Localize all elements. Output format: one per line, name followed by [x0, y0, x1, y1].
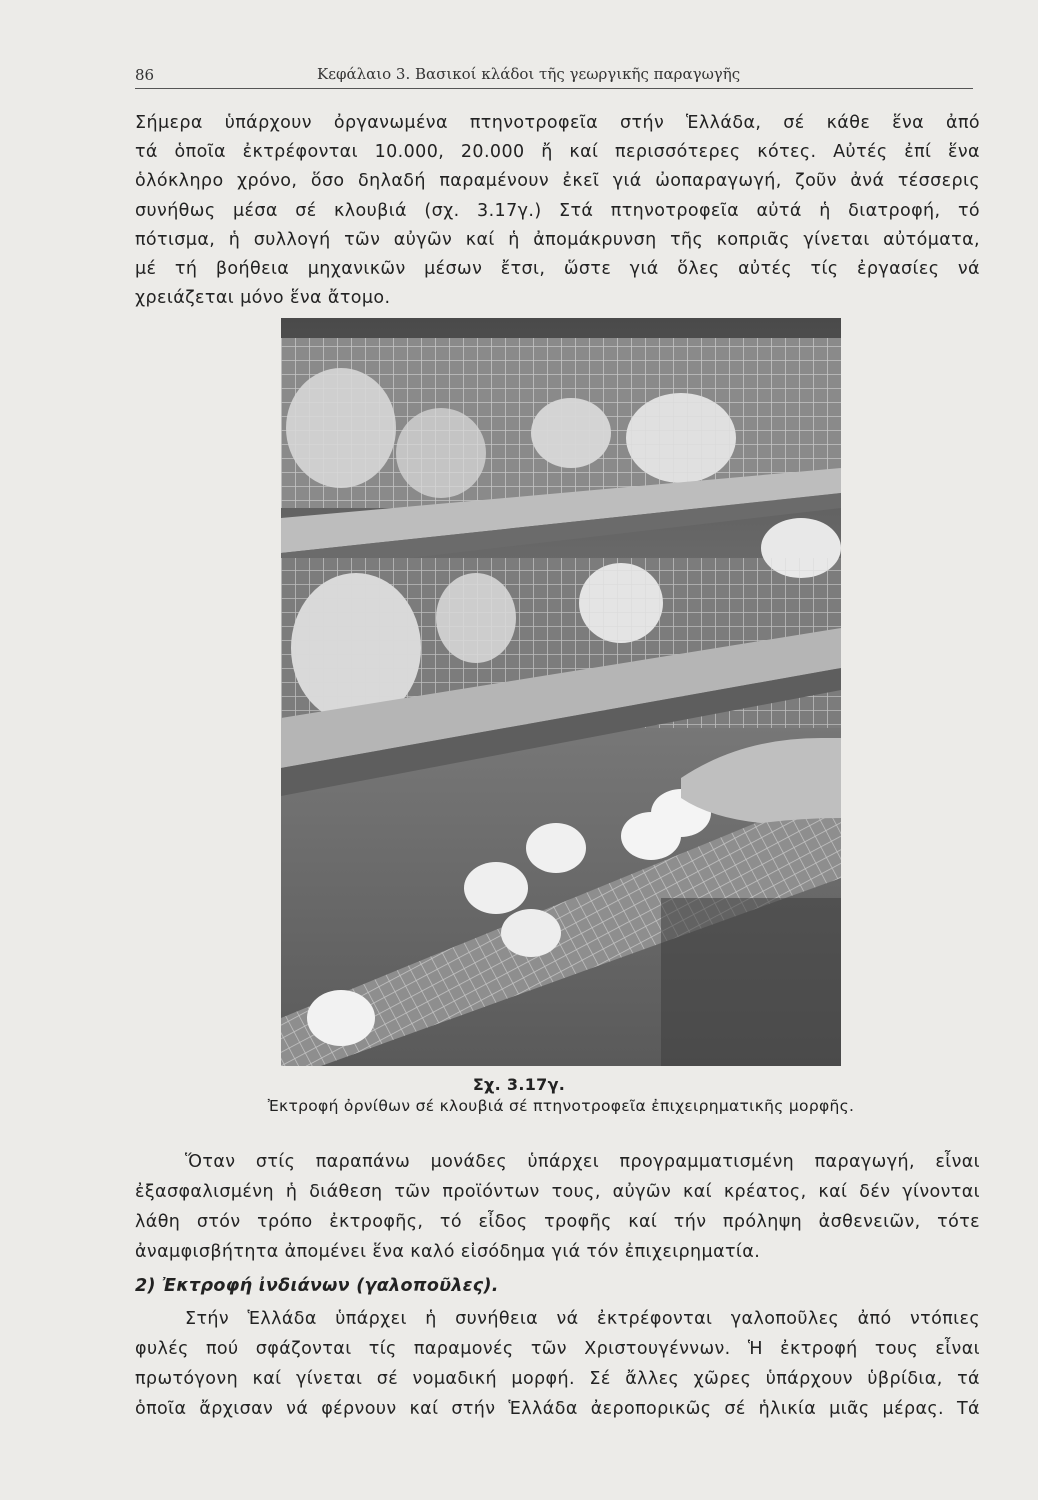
text-line: [135, 1304, 980, 1334]
text-line: χρειάζεται μόνο ἕνα ἄτομο.: [135, 288, 391, 309]
figure-label: Σχ. 3.17γ.: [472, 1075, 566, 1094]
text-line: πρωτόγονη καί γίνεται σέ νομαδική μορφή. Σέ ἄλλες χῶρες ὑπάρχουν ὑβρίδια, τά: [135, 1369, 980, 1389]
running-head: Κεφάλαιο 3. Βασικοί κλάδοι τῆς γεωργικῆς παραγωγῆς: [317, 65, 741, 83]
text-line: [135, 1147, 980, 1177]
paragraph-intro: [135, 109, 980, 313]
figure-photo-caged-hens: [281, 318, 841, 1066]
text-line: λάθη στόν τρόπο ἐκτροφῆς, τό εἶδος τροφῆς καί τήν πρόληψη ἀσθενειῶν, τότε: [135, 1212, 980, 1232]
text-line: μέ τή βοήθεια μηχανικῶν μέσων ἔτσι, ὥστε γιά ὅλες αὐτές τίς ἐργασίες νά: [135, 259, 980, 280]
section-heading: 2) Ἐκτροφή ἰνδιάνων (γαλοποῦλες).: [135, 1276, 499, 1296]
text-line-content: Στήν Ἑλλάδα ὑπάρχει ἡ συνήθεια νά ἐκτρέφονται γαλοποῦλες ἀπό ντόπιες: [185, 1309, 980, 1329]
figure-caption: Ἐκτροφή ὀρνίθων σέ κλουβιά σέ πτηνοτροφεῖα ἐπιχειρηματικῆς μορφῆς.: [267, 1097, 855, 1115]
page-header: [135, 64, 973, 89]
text-line: ἀναμφισβήτητα ἀπομένει ἕνα καλό εἰσόδημα γιά τόν ἐπιχειρηματία.: [135, 1242, 761, 1262]
text-line: Σήμερα ὑπάρχουν ὀργανωμένα πτηνοτροφεῖα στήν Ἑλλάδα, σέ κάθε ἕνα ἀπό: [135, 113, 980, 133]
text-line: συνήθως μέσα σέ κλουβιά (σχ. 3.17γ.) Στά πτηνοτροφεῖα αὐτά ἡ διατροφή, τό: [135, 200, 980, 221]
page-number: 86: [135, 66, 155, 84]
text-line-content: Ὅταν στίς παραπάνω μονάδες ὑπάρχει προγραμματισμένη παραγωγή, εἶναι: [185, 1152, 980, 1172]
text-line: ἐξασφαλισμένη ἡ διάθεση τῶν προϊόντων τους, αὐγῶν καί κρέατος, καί δέν γίνονται: [135, 1182, 980, 1202]
text-line: τά ὁποῖα ἐκτρέφονται 10.000, 20.000 ἤ καί περισσότερες κότες. Αὐτές ἐπί ἕνα: [135, 142, 980, 163]
paragraph-income: [135, 1147, 980, 1267]
text-line: φυλές πού σφάζονται τίς παραμονές τῶν Χριστουγέννων. Ἡ ἐκτροφή τους εἶναι: [135, 1339, 980, 1359]
text-line: πότισμα, ἡ συλλογή τῶν αὐγῶν καί ἡ ἀπομάκρυνση τῆς κοπριᾶς γίνεται αὐτόματα,: [135, 229, 980, 250]
text-line: ὁποῖα ἄρχισαν νά φέρνουν καί στήν Ἑλλάδα ἀεροπορικῶς σέ ἡλικία μιᾶς μέρας. Τά: [135, 1399, 980, 1419]
photo-illustration: [281, 318, 841, 1066]
text-line: ὁλόκληρο χρόνο, ὅσο δηλαδή παραμένουν ἐκεῖ γιά ὠοπαραγωγή, ζοῦν ἀνά τέσσερις: [135, 171, 980, 192]
paragraph-turkeys: [135, 1304, 980, 1424]
